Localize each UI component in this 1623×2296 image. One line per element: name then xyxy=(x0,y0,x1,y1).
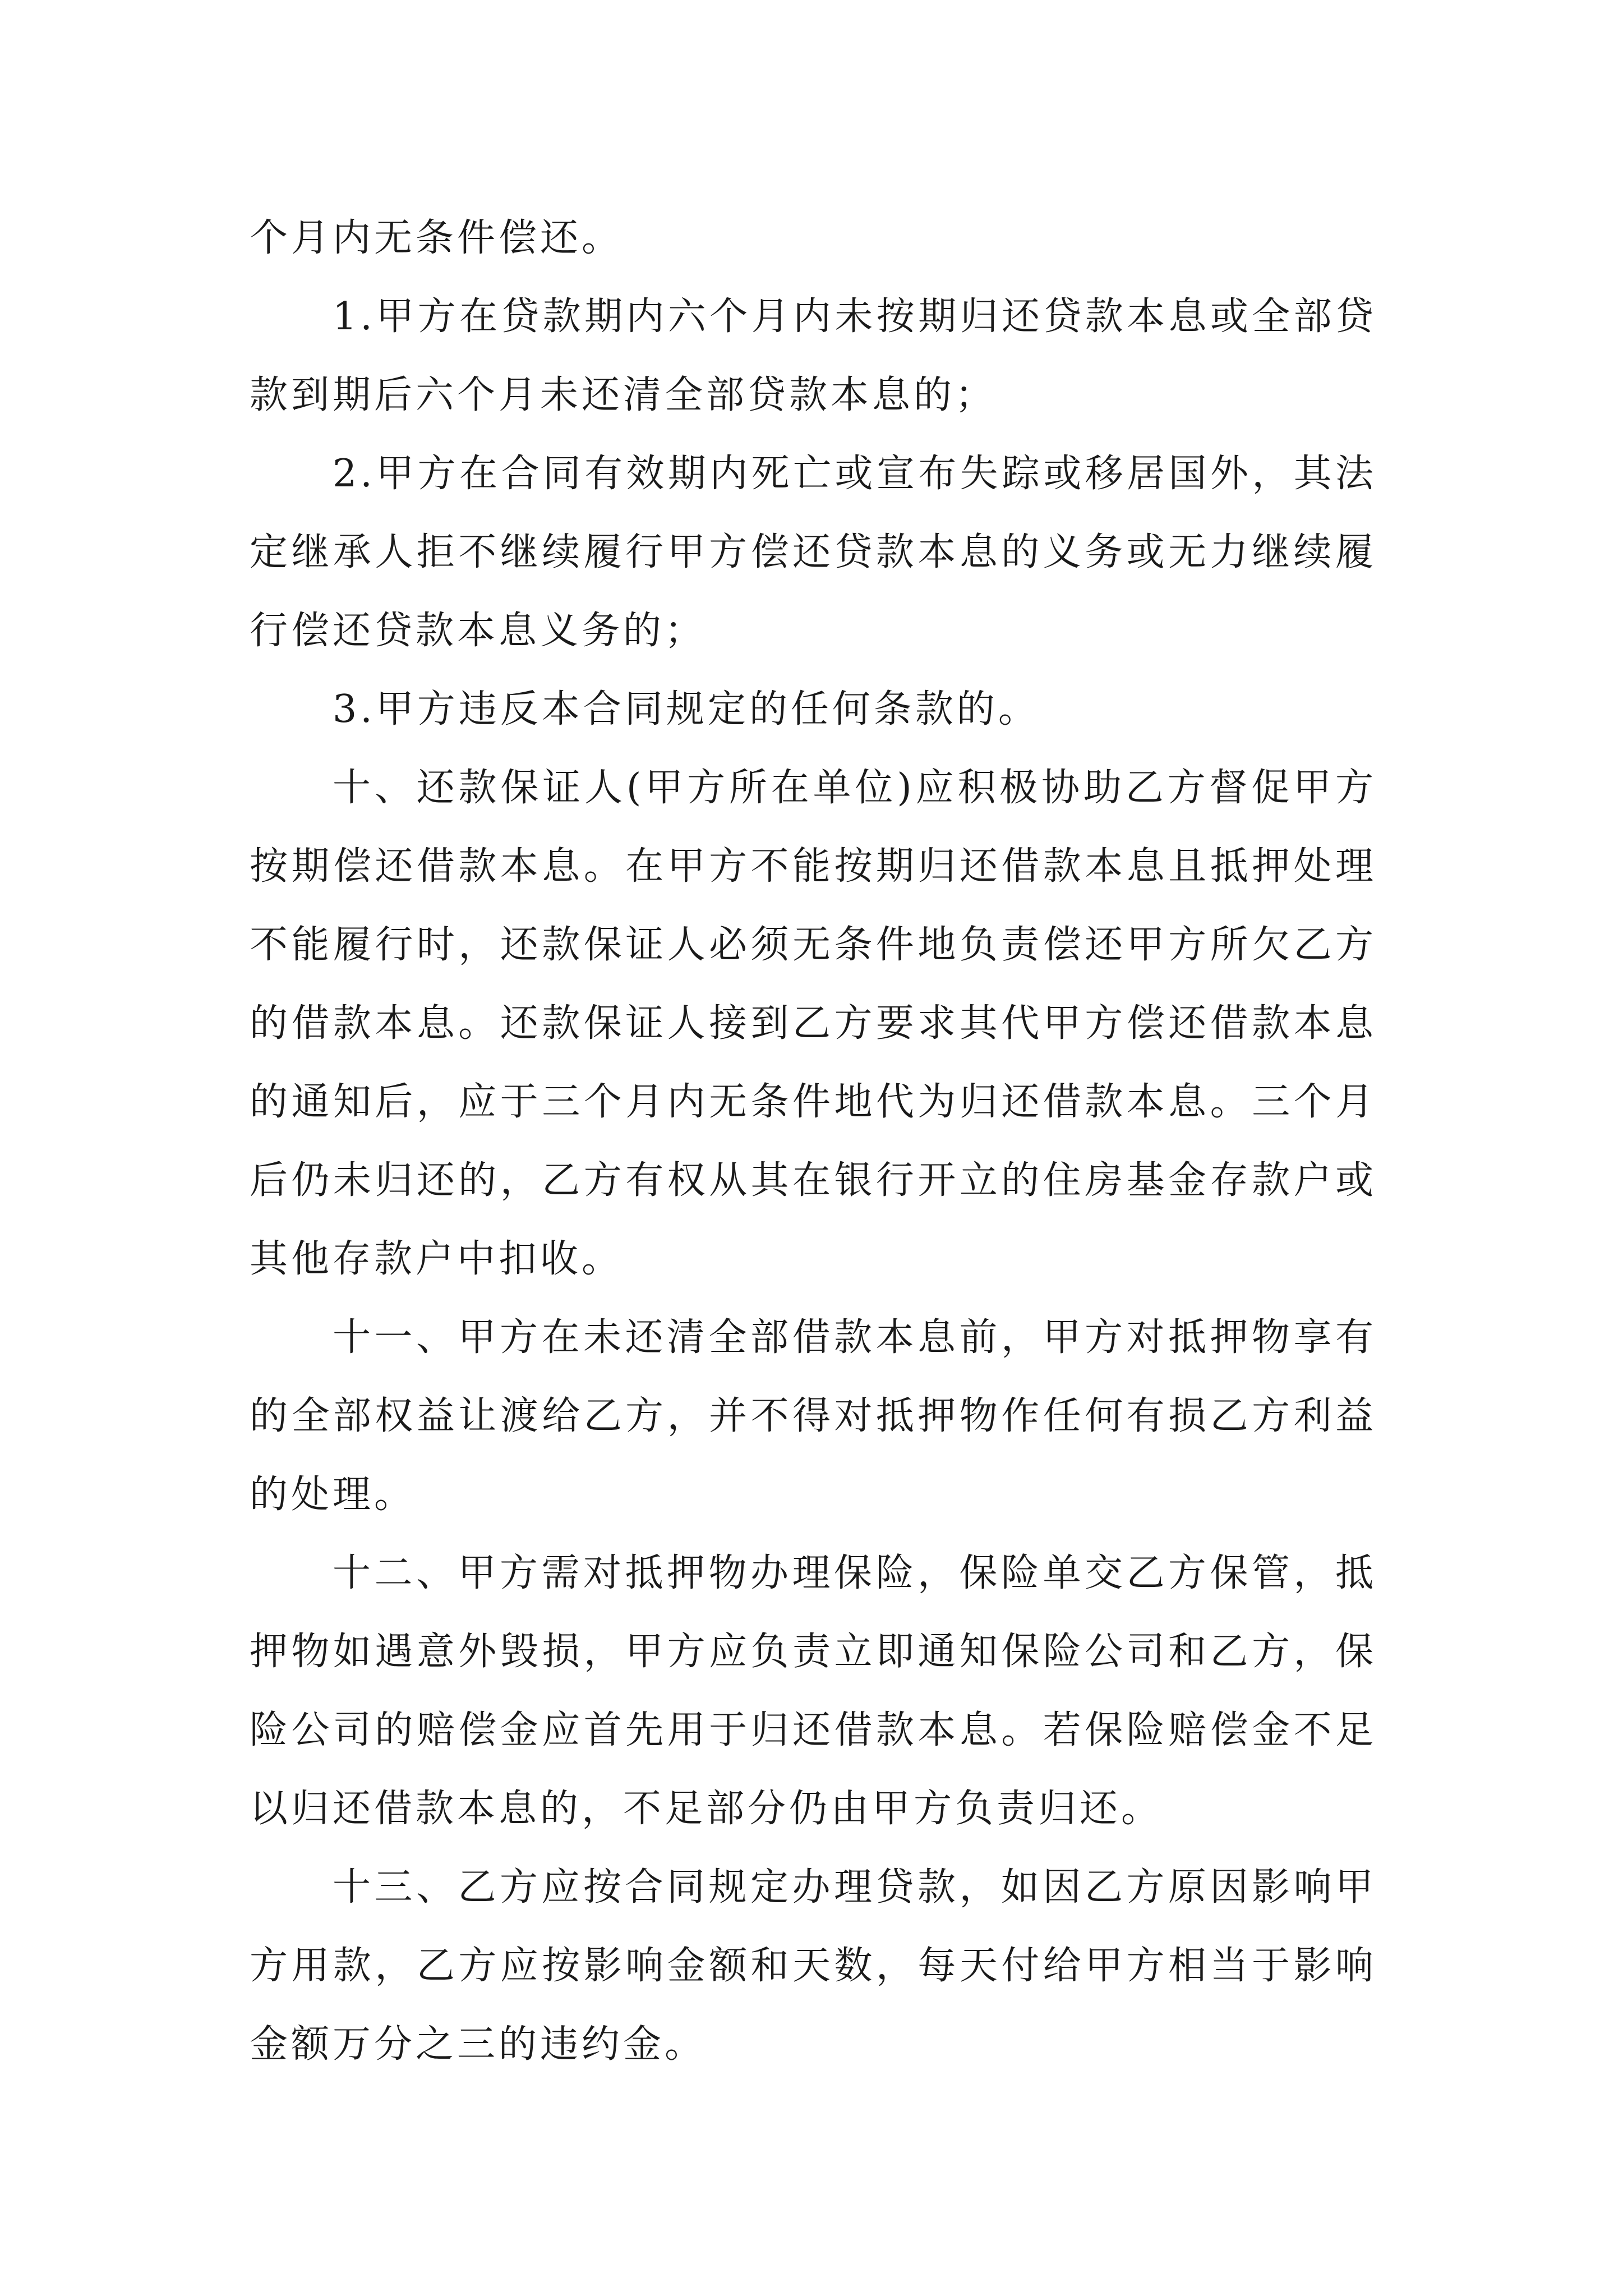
paragraph-continuation: 个月内无条件偿还。 xyxy=(250,216,624,260)
article-13: 十三、乙方应按合同规定办理贷款，如因乙方原因影响甲方用款，乙方应按影响金额和天数，每天付给甲方相当于影响金额万分之三的违约金。 xyxy=(250,1865,1377,2067)
clause-item-3: 3.甲方违反本合同规定的任何条款的。 xyxy=(333,687,1040,731)
article-12: 十二、甲方需对抵押物办理保险，保险单交乙方保管，抵押物如遇意外毁损，甲方应负责立即通知保险公司和乙方，保险公司的赔偿金应首先用于归还借款本息。若保险赔偿金不足以归还借款本息的，不足部分仍由甲方负责归还。 xyxy=(250,1551,1377,1831)
clause-item-1: 1.甲方在贷款期内六个月内未按期归还贷款本息或全部贷款到期后六个月未还清全部贷款本息的； xyxy=(250,295,1377,417)
article-11: 十一、甲方在未还清全部借款本息前，甲方对抵押物享有的全部权益让渡给乙方，并不得对抵押物作任何有损乙方利益的处理。 xyxy=(250,1315,1377,1517)
contract-body xyxy=(250,199,1377,2084)
article-10: 十、还款保证人(甲方所在单位)应积极协助乙方督促甲方按期偿还借款本息。在甲方不能按期归还借款本息且抵押处理不能履行时，还款保证人必须无条件地负责偿还甲方所欠乙方的借款本息。还款保证人接到乙方要求其代甲方偿还借款本息的通知后，应于三个月内无条件地代为归还借款本息。三个月后仍未归还的，乙方有权从其在银行开立的住房基金存款户或其他存款户中扣收。 xyxy=(250,766,1377,1281)
clause-item-2: 2.甲方在合同有效期内死亡或宣布失踪或移居国外，其法定继承人拒不继续履行甲方偿还贷款本息的义务或无力继续履行偿还贷款本息义务的； xyxy=(250,452,1377,653)
